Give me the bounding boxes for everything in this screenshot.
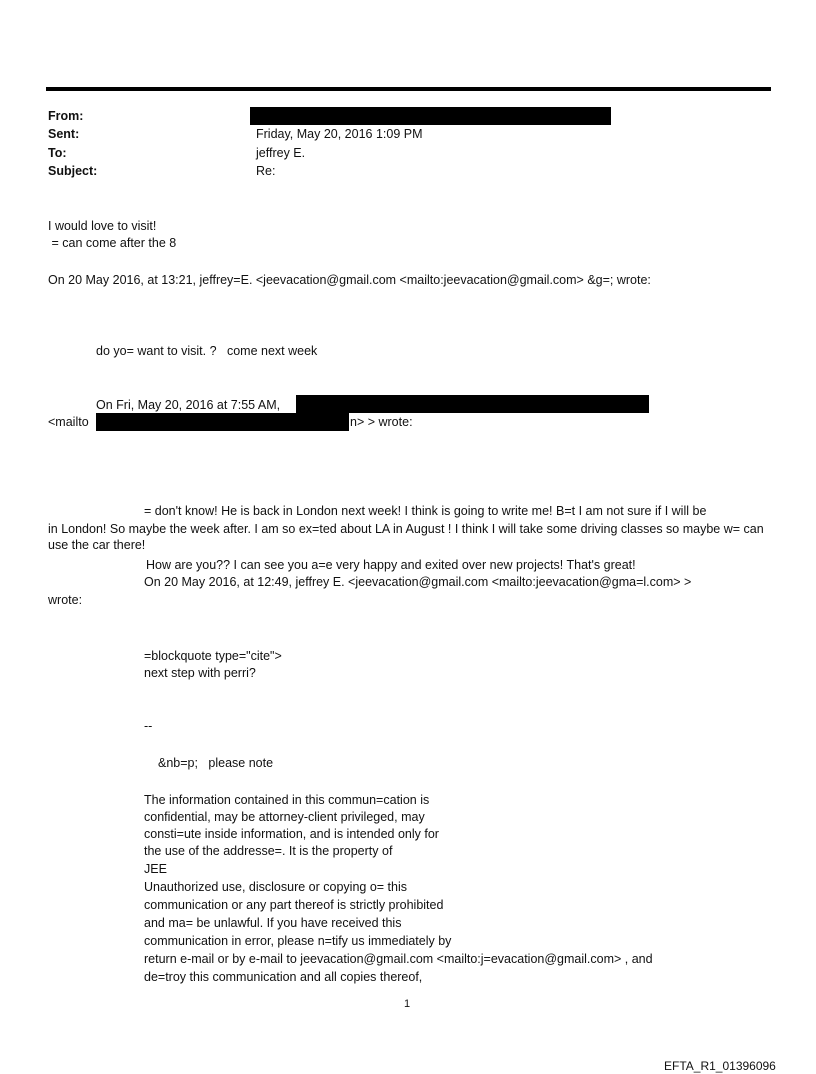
quoted2-wrote: wrote: <box>48 593 83 607</box>
disclaimer-line: de=troy this communication and all copies thereof, <box>144 970 423 984</box>
subject-value: Re: <box>256 164 276 178</box>
disclaimer-line: JEE <box>144 862 167 876</box>
signature-dashes: -- <box>144 719 153 733</box>
quoted2-how-are-you: How are you?? I can see you a=e very happy and exited over new projects! That's great! <box>146 558 636 572</box>
quoted2-para-first: = don't know! He is back in London next week! I think is going to write me! B=t I am not sure if I will be <box>144 504 707 518</box>
disclaimer-line: consti=ute inside information, and is intended only for <box>144 827 439 841</box>
sent-value: Friday, May 20, 2016 1:09 PM <box>256 127 423 141</box>
disclaimer-line: Unauthorized use, disclosure or copying o= this <box>144 880 407 894</box>
document-id: EFTA_R1_01396096 <box>664 1059 776 1073</box>
next-step-text: next step with perri? <box>144 666 256 680</box>
quote-intro: On 20 May 2016, at 13:21, jeffrey=E. <jeevacation@gmail.com <mailto:jeevacation@gmail.com> &g=; wrote: <box>48 273 651 287</box>
from-label: From: <box>48 109 84 123</box>
disclaimer-line: communication in error, please n=tify us immediately by <box>144 934 452 948</box>
subject-label: Subject: <box>48 164 98 178</box>
reply-line-2: = can come after the 8 <box>48 236 177 250</box>
disclaimer-line: communication or any part thereof is strictly prohibited <box>144 898 444 912</box>
disclaimer-line: and ma= be unlawful. If you have received this <box>144 916 402 930</box>
redacted-sender <box>250 107 611 125</box>
quoted2-intro: On 20 May 2016, at 12:49, jeffrey E. <jeevacation@gmail.com <mailto:jeevacation@gma=l.com> > <box>144 575 692 589</box>
quoted1-body: do yo= want to visit. ? come next week <box>96 344 318 358</box>
disclaimer-line: the use of the addresse=. It is the property of <box>144 844 393 858</box>
please-note-text: &nb=p; please note <box>158 756 274 770</box>
redacted-email-2 <box>96 413 349 431</box>
disclaimer-line: The information contained in this commun=cation is <box>144 793 430 807</box>
to-value: jeffrey E. <box>256 146 306 160</box>
page-number: 1 <box>404 998 411 1010</box>
header-rule <box>46 87 771 91</box>
quoted2-para-rest: in London! So maybe the week after. I am so ex=ted about LA in August ! I think I will take some driving classes so maybe w= can use the car there! <box>48 522 764 552</box>
reply-line-1: I would love to visit! <box>48 219 157 233</box>
quoted1-intro: On Fri, May 20, 2016 at 7:55 AM, <box>96 398 281 412</box>
quoted1-mailto-prefix: <mailto <box>48 415 89 429</box>
redacted-email-1 <box>296 395 649 413</box>
quoted1-mailto-suffix: n> > wrote: <box>350 415 413 429</box>
to-label: To: <box>48 146 67 160</box>
disclaimer-line: confidential, may be attorney-client privileged, may <box>144 810 425 824</box>
sent-label: Sent: <box>48 127 80 141</box>
disclaimer-line: return e-mail or by e-mail to jeevacation@gmail.com <mailto:j=evacation@gmail.com> , and <box>144 952 653 966</box>
blockquote-text: =blockquote type="cite"> <box>144 649 282 663</box>
